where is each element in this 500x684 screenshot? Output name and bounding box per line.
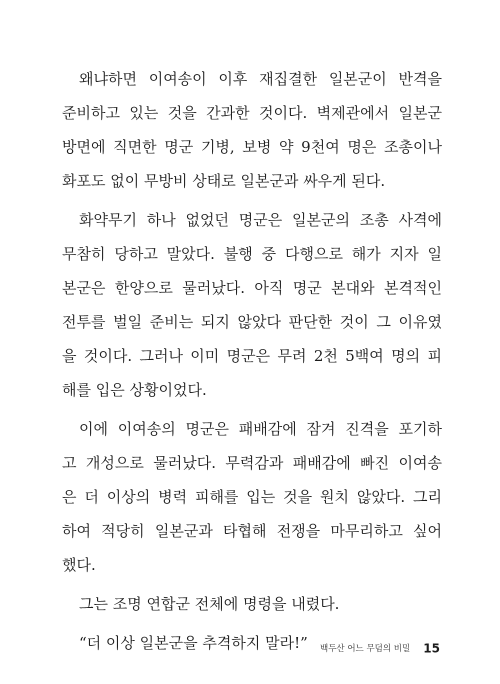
text-line: 하여 적당히 일본군과 타협해 전쟁을 마무리하고 싶어 bbox=[62, 522, 442, 540]
text-line: 고 개성으로 물러났다. 무력감과 패배감에 빠진 이여송 bbox=[62, 454, 442, 472]
text-line: 이에 이여송의 명군은 패배감에 잠겨 진격을 포기하 bbox=[79, 420, 442, 438]
quoted-line: “더 이상 일본군을 추격하지 말라!” bbox=[79, 634, 308, 652]
paragraph-4 bbox=[62, 587, 442, 621]
paragraph-3 bbox=[62, 412, 442, 582]
paragraph-1 bbox=[62, 62, 442, 198]
text-line: 화약무기 하나 없었던 명군은 일본군의 조총 사격에 bbox=[79, 211, 442, 229]
page-number: 15 bbox=[423, 641, 440, 656]
text-line: 을 것이다. 그러나 이미 명군은 무려 2천 5백여 명의 피 bbox=[62, 347, 442, 365]
text-line: 왜냐하면 이여송이 이후 재집결한 일본군이 반격을 bbox=[79, 70, 442, 88]
body-text bbox=[62, 62, 442, 665]
text-line: 방면에 직면한 명군 기병, 보병 약 9천여 명은 조총이나 bbox=[62, 138, 442, 156]
text-line: 본군은 한양으로 물러났다. 아직 명군 본대와 본격적인 bbox=[62, 279, 442, 297]
text-line: 준비하고 있는 것을 간과한 것이다. 벽제관에서 일본군 bbox=[62, 104, 442, 122]
text-line: 무참히 당하고 말았다. 불행 중 다행으로 해가 지자 일 bbox=[62, 245, 442, 263]
text-line: 그는 조명 연합군 전체에 명령을 내렸다. bbox=[79, 595, 340, 613]
text-line: 해를 입은 상황이었다. bbox=[62, 381, 207, 399]
text-line: 화포도 없이 무방비 상태로 일본군과 싸우게 된다. bbox=[62, 172, 386, 190]
text-line: 했다. bbox=[62, 556, 96, 574]
text-line: 전투를 벌일 준비는 되지 않았다 판단한 것이 그 이유였 bbox=[62, 313, 442, 331]
running-book-title: 백두산 어느 무덤의 비밀 bbox=[319, 643, 411, 654]
text-line: 은 더 이상의 병력 피해를 입는 것을 원치 않았다. 그리 bbox=[62, 488, 442, 506]
page-footer bbox=[320, 638, 440, 658]
paragraph-2 bbox=[62, 203, 442, 407]
